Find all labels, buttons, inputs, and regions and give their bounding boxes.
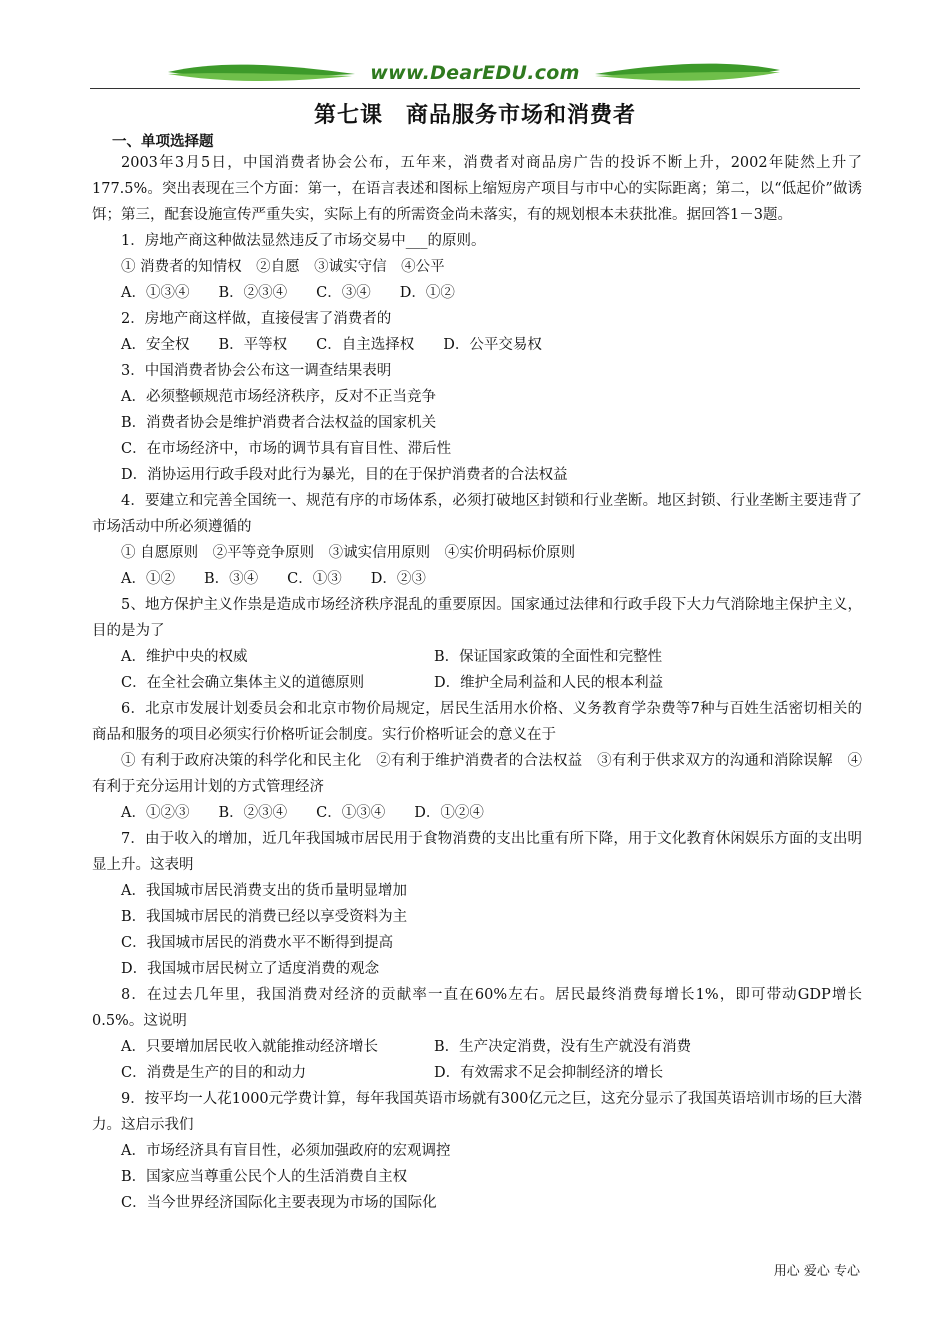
q7-option-d: D．我国城市居民树立了适度消费的观念 xyxy=(121,961,380,977)
q3-option-a: A．必须整顿规范市场经济秩序，反对不正当竞争 xyxy=(121,389,436,405)
q1-stem: 1．房地产商这种做法显然违反了市场交易中___的原则。 xyxy=(121,233,486,249)
q8-stem: 8．在过去几年里，我国消费对经济的贡献率一直在60%左右。居民最终消费每增长1%，即可带动GDP增长0.5%。这说明 xyxy=(92,987,862,1029)
reading-passage: 2003年3月5日，中国消费者协会公布，五年来，消费者对商品房广告的投诉不断上升，2002年陡然上升了177.5%。突出表现在三个方面：第一，在语言表述和图标上缩短房产项目与市中心的实际距离；第二，以“低起价”做诱饵；第三，配套设施宣传严重失实，实际上有的所需资金尚未落实，有的规划根本未获批准。据回答1－3题。 xyxy=(92,155,862,223)
q8-options-row-2 xyxy=(92,1060,862,1086)
q3-option-c: C．在市场经济中，市场的调节具有盲目性、滞后性 xyxy=(121,441,452,457)
q8-options-row-1 xyxy=(92,1034,862,1060)
q6-stem: 6．北京市发展计划委员会和北京市物价局规定，居民生活用水价格、义务教育学杂费等7种与百姓生活密切相关的商品和服务的项目必须实行价格听证会制度。实行价格听证会的意义在于 xyxy=(92,701,862,743)
q5-options-row-1 xyxy=(92,644,862,670)
page-title: 第七课 商品服务市场和消费者 xyxy=(313,102,636,128)
page-footer: 用心 爱心 专心 xyxy=(773,1264,860,1279)
q9-stem: 9．按平均一人花1000元学费计算，每年我国英语市场就有300亿元之巨，这充分显示了我国英语培训市场的巨大潜力。这启示我们 xyxy=(92,1091,862,1133)
site-header-banner xyxy=(90,60,860,90)
q2-stem: 2．房地产商这样做，直接侵害了消费者的 xyxy=(121,311,392,327)
q6-items: ① 有利于政府决策的科学化和民主化 ②有利于维护消费者的合法权益 ③有利于供求双方的沟通和消除误解 ④有利于充分运用计划的方式管理经济 xyxy=(92,753,862,795)
q8-option-c: C．消费是生产的目的和动力 xyxy=(121,1065,307,1081)
q5-option-d: D．维护全局利益和人民的根本利益 xyxy=(434,675,664,691)
q2-options: A．安全权 B．平等权 C．自主选择权 D．公平交易权 xyxy=(121,337,542,353)
q5-stem: 5、地方保护主义作祟是造成市场经济秩序混乱的重要原因。国家通过法律和行政手段下大力气消除地主保护主义，目的是为了 xyxy=(92,597,862,639)
q3-option-b: B．消费者协会是维护消费者合法权益的国家机关 xyxy=(121,415,437,431)
q1-items: ① 消费者的知情权 ②自愿 ③诚实守信 ④公平 xyxy=(121,259,445,275)
q4-stem: 4．要建立和完善全国统一、规范有序的市场体系，必须打破地区封锁和行业垄断。地区封锁、行业垄断主要违背了市场活动中所必须遵循的 xyxy=(92,493,862,535)
q3-stem: 3．中国消费者协会公布这一调查结果表明 xyxy=(121,363,392,379)
q7-stem: 7．由于收入的增加，近几年我国城市居民用于食物消费的支出比重有所下降，用于文化教育休闲娱乐方面的支出明显上升。这表明 xyxy=(92,831,862,873)
q8-option-a: A．只要增加居民收入就能推动经济增长 xyxy=(121,1039,378,1055)
q5-option-c: C．在全社会确立集体主义的道德原则 xyxy=(121,675,365,691)
q7-option-a: A．我国城市居民消费支出的货币量明显增加 xyxy=(121,883,407,899)
q9-option-b: B．国家应当尊重公民个人的生活消费自主权 xyxy=(121,1169,408,1185)
header-divider xyxy=(90,88,860,89)
q4-options: A．①② B．③④ C．①③ D．②③ xyxy=(121,571,426,587)
q5-options-row-2 xyxy=(92,670,862,696)
q7-option-c: C．我国城市居民的消费水平不断得到提高 xyxy=(121,935,394,951)
q3-option-d: D．消协运用行政手段对此行为暴光，目的在于保护消费者的合法权益 xyxy=(121,467,568,483)
site-logo-text[interactable]: www.DearEDU.com xyxy=(370,62,580,84)
q8-option-b: B．生产决定消费，没有生产就没有消费 xyxy=(434,1039,692,1055)
q4-items: ① 自愿原则 ②平等竞争原则 ③诚实信用原则 ④实价明码标价原则 xyxy=(121,545,576,561)
q8-option-d: D．有效需求不足会抑制经济的增长 xyxy=(434,1065,664,1081)
q7-option-b: B．我国城市居民的消费已经以享受资料为主 xyxy=(121,909,408,925)
question-list xyxy=(92,150,862,1216)
q5-option-b: B．保证国家政策的全面性和完整性 xyxy=(434,649,663,665)
q9-option-a: A．市场经济具有盲目性，必须加强政府的宏观调控 xyxy=(121,1143,451,1159)
q1-options: A．①③④ B．②③④ C．③④ D．①② xyxy=(121,285,455,301)
section-heading: 一、单项选择题 xyxy=(112,134,214,150)
q9-option-c: C．当今世界经济国际化主要表现为市场的国际化 xyxy=(121,1195,437,1211)
q5-option-a: A．维护中央的权威 xyxy=(121,649,248,665)
q6-options: A．①②③ B．②③④ C．①③④ D．①②④ xyxy=(121,805,484,821)
